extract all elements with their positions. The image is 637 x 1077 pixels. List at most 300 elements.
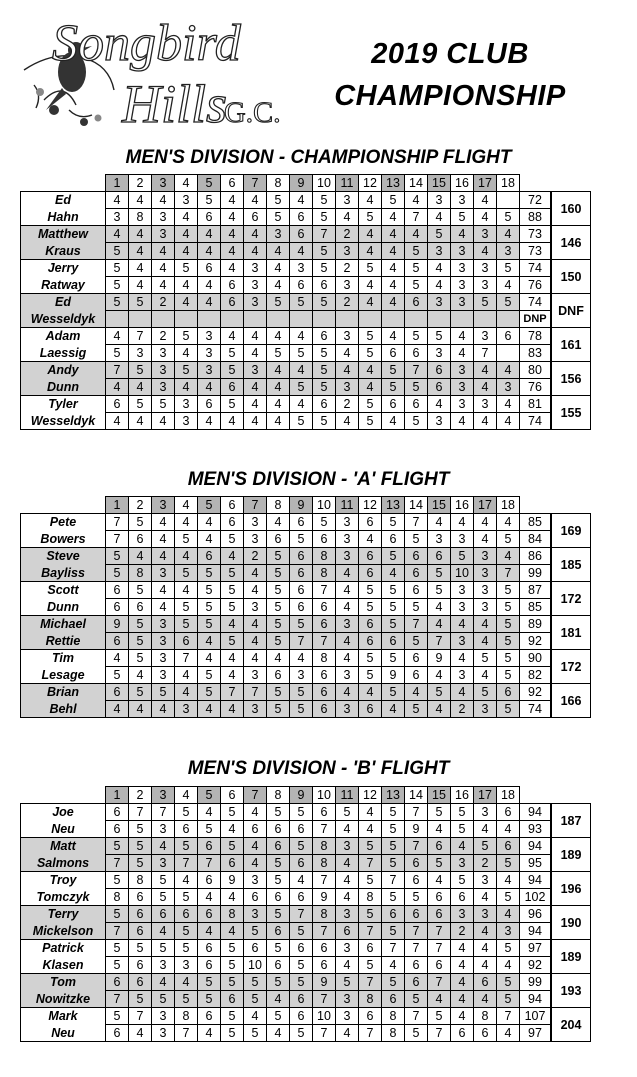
hole-score: 5	[359, 599, 382, 616]
player-first-name: Tyler	[21, 396, 106, 413]
hole-score: 5	[221, 531, 244, 548]
hole-score: 6	[290, 582, 313, 599]
page-title-line2: CHAMPIONSHIP	[334, 80, 566, 112]
hole-score: 5	[129, 650, 152, 667]
hole-score: 2	[152, 294, 175, 311]
hole-score: 4	[382, 701, 405, 718]
hole-score: 5	[497, 974, 520, 991]
hole-score: 6	[290, 277, 313, 294]
hole-score: 6	[474, 1025, 497, 1042]
hole-score: 4	[244, 345, 267, 362]
hole-score: 4	[152, 192, 175, 209]
hole-score: 8	[129, 209, 152, 226]
hole-score: 5	[451, 804, 474, 821]
hole-score: 4	[359, 362, 382, 379]
hole-score: 5	[198, 667, 221, 684]
final-total: 172	[551, 650, 591, 684]
hole-score: 7	[405, 1008, 428, 1025]
hole-score: 5	[290, 974, 313, 991]
hole-score: 5	[267, 684, 290, 701]
hole-score: 4	[382, 226, 405, 243]
hole-score: 5	[474, 650, 497, 667]
player-first-name: Tim	[21, 650, 106, 667]
hole-number: 17	[474, 175, 497, 192]
hole-score: 4	[497, 957, 520, 974]
hole-score: 3	[451, 906, 474, 923]
hole-score: 7	[382, 872, 405, 889]
hole-header-row	[21, 175, 591, 192]
hole-score: 5	[290, 804, 313, 821]
hole-score: 9	[313, 974, 336, 991]
hole-score: 3	[336, 243, 359, 260]
hole-score: 8	[313, 650, 336, 667]
hole-score: 2	[336, 396, 359, 413]
hole-score: 5	[221, 565, 244, 582]
hole-score: 4	[152, 243, 175, 260]
hole-score: 5	[313, 514, 336, 531]
hole-score: 5	[267, 701, 290, 718]
hole-score: 5	[129, 582, 152, 599]
hole-score: 4	[359, 243, 382, 260]
round-total: 90	[520, 650, 552, 667]
hole-number: 5	[198, 175, 221, 192]
round-total: 74	[520, 701, 552, 718]
hole-number: 12	[359, 787, 382, 804]
hole-score: 7	[221, 684, 244, 701]
player-last-name: Hahn	[21, 209, 106, 226]
player-first-name: Terry	[21, 906, 106, 923]
hole-score: 7	[359, 923, 382, 940]
hole-score: 5	[497, 616, 520, 633]
hole-score: 5	[451, 209, 474, 226]
hole-score: 4	[221, 226, 244, 243]
hole-score: 4	[451, 940, 474, 957]
hole-score: 4	[428, 821, 451, 838]
hole-score: 6	[313, 599, 336, 616]
hole-score: 6	[106, 684, 129, 701]
hole-score: 5	[336, 974, 359, 991]
hole-score: 6	[129, 957, 152, 974]
hole-score: 5	[152, 872, 175, 889]
hole-score: 4	[152, 582, 175, 599]
hole-score: 5	[497, 582, 520, 599]
player-first-name: Tom	[21, 974, 106, 991]
hole-score: 3	[474, 906, 497, 923]
hole-score: 5	[290, 701, 313, 718]
hole-score: 5	[198, 974, 221, 991]
hole-score: 5	[313, 345, 336, 362]
hole-score: 3	[336, 1008, 359, 1025]
hole-score: 9	[405, 821, 428, 838]
hole-score: 4	[382, 565, 405, 582]
hole-score: 3	[336, 906, 359, 923]
hole-score: 5	[175, 531, 198, 548]
hole-score: 7	[290, 906, 313, 923]
hole-score: 3	[244, 599, 267, 616]
hole-score: 5	[221, 804, 244, 821]
hole-score: 4	[451, 616, 474, 633]
hole-score: 4	[474, 633, 497, 650]
hole-score: 3	[336, 328, 359, 345]
round-total: 94	[520, 923, 552, 940]
hole-score: 5	[359, 413, 382, 430]
hole-score: 6	[428, 957, 451, 974]
hole-score: 5	[106, 940, 129, 957]
hole-score: 4	[336, 209, 359, 226]
final-total: 155	[551, 396, 591, 430]
hole-score: 5	[497, 531, 520, 548]
hole-score: 5	[497, 260, 520, 277]
hole-score: 5	[497, 294, 520, 311]
hole-score: 3	[244, 701, 267, 718]
hole-score: 6	[221, 379, 244, 396]
hole-score: 6	[106, 396, 129, 413]
hole-score: 4	[451, 328, 474, 345]
hole-score: 4	[244, 379, 267, 396]
hole-score: 6	[129, 923, 152, 940]
hole-number: 4	[175, 787, 198, 804]
hole-score: 7	[175, 1025, 198, 1042]
songbird-logo-graphic	[14, 10, 294, 135]
hole-score: 4	[221, 923, 244, 940]
hole-score: 4	[152, 838, 175, 855]
hole-score: 4	[267, 379, 290, 396]
logo-line1: Songbird	[52, 15, 241, 72]
hole-number: 6	[221, 497, 244, 514]
hole-number: 11	[336, 497, 359, 514]
final-total: 169	[551, 514, 591, 548]
hole-score: 3	[451, 294, 474, 311]
final-total: 156	[551, 362, 591, 396]
hole-score: 6	[382, 633, 405, 650]
hole-number: 1	[106, 175, 129, 192]
hole-score: 6	[405, 396, 428, 413]
hole-score: 5	[198, 565, 221, 582]
player-row-round2	[21, 991, 591, 1008]
hole-score: 4	[129, 701, 152, 718]
hole-score: 7	[405, 209, 428, 226]
hole-score: 4	[428, 277, 451, 294]
hole-score: 6	[290, 940, 313, 957]
hole-score	[497, 345, 520, 362]
hole-score: 6	[451, 889, 474, 906]
hole-score: 3	[152, 345, 175, 362]
hole-score: 4	[106, 328, 129, 345]
hole-score: 6	[221, 855, 244, 872]
hole-score: 2	[451, 701, 474, 718]
hole-score: 5	[129, 362, 152, 379]
hole-score: 3	[244, 294, 267, 311]
player-first-name: Troy	[21, 872, 106, 889]
hole-score: 5	[244, 1025, 267, 1042]
hole-score	[106, 311, 129, 328]
hole-score: 6	[129, 974, 152, 991]
hole-score: 6	[129, 531, 152, 548]
hole-score: 5	[129, 821, 152, 838]
hole-score: 5	[497, 855, 520, 872]
hole-score: 5	[497, 889, 520, 906]
hole-score: 5	[267, 940, 290, 957]
hole-score: 4	[382, 277, 405, 294]
hole-score: 7	[313, 872, 336, 889]
hole-score: 5	[106, 957, 129, 974]
hole-score: 3	[497, 923, 520, 940]
player-row-round1	[21, 548, 591, 565]
hole-score: 5	[382, 379, 405, 396]
hole-score: 4	[382, 413, 405, 430]
hole-score: 5	[175, 991, 198, 1008]
final-total: 161	[551, 328, 591, 362]
hole-score: 5	[198, 616, 221, 633]
hole-score: 2	[336, 260, 359, 277]
section-title-championship: MEN'S DIVISION - CHAMPIONSHIP FLIGHT	[125, 147, 512, 168]
round-total: 92	[520, 633, 552, 650]
hole-score: 6	[405, 548, 428, 565]
player-row-round2	[21, 957, 591, 974]
hole-number: 11	[336, 787, 359, 804]
round-total: 73	[520, 226, 552, 243]
hole-score: 5	[106, 548, 129, 565]
hole-score: 6	[313, 804, 336, 821]
hole-score: 6	[497, 838, 520, 855]
hole-score: 4	[428, 701, 451, 718]
hole-score: 4	[405, 684, 428, 701]
hole-score: 5	[313, 192, 336, 209]
hole-score: 7	[405, 616, 428, 633]
hole-score: 4	[198, 804, 221, 821]
hole-score: 4	[359, 821, 382, 838]
hole-number: 10	[313, 787, 336, 804]
player-row-round2	[21, 1025, 591, 1042]
hole-number: 9	[290, 175, 313, 192]
hole-score: 6	[359, 616, 382, 633]
player-first-name: Patrick	[21, 940, 106, 957]
hole-score: 3	[336, 701, 359, 718]
hole-number: 10	[313, 175, 336, 192]
hole-score: 5	[405, 379, 428, 396]
hole-score: 7	[129, 804, 152, 821]
hole-score: 5	[290, 413, 313, 430]
final-total: 189	[551, 940, 591, 974]
hole-score: 4	[451, 838, 474, 855]
hole-score: 9	[106, 616, 129, 633]
hole-score: 3	[336, 940, 359, 957]
hole-score: 4	[152, 974, 175, 991]
hole-number: 8	[267, 787, 290, 804]
hole-score: 10	[451, 565, 474, 582]
hole-score: 4	[428, 599, 451, 616]
hole-score: 5	[428, 684, 451, 701]
hole-number: 1	[106, 787, 129, 804]
hole-score: 5	[336, 804, 359, 821]
round-total: 88	[520, 209, 552, 226]
hole-score: 4	[428, 667, 451, 684]
player-first-name: Matt	[21, 838, 106, 855]
hole-score: 4	[129, 277, 152, 294]
hole-score: 5	[175, 565, 198, 582]
hole-score: 8	[129, 872, 152, 889]
hole-score: 6	[497, 684, 520, 701]
round-total: 92	[520, 957, 552, 974]
round-total: 94	[520, 804, 552, 821]
hole-score: 5	[175, 804, 198, 821]
player-last-name: Klasen	[21, 957, 106, 974]
hole-score: 7	[428, 974, 451, 991]
hole-score: 6	[313, 531, 336, 548]
hole-score: 4	[474, 821, 497, 838]
hole-score: 4	[198, 889, 221, 906]
hole-score: 7	[313, 821, 336, 838]
hole-score: 5	[198, 684, 221, 701]
hole-score: 5	[129, 838, 152, 855]
hole-score: 4	[152, 599, 175, 616]
hole-score: 8	[359, 991, 382, 1008]
hole-score: 4	[198, 1025, 221, 1042]
hole-score: 4	[198, 243, 221, 260]
player-row-round1	[21, 260, 591, 277]
hole-score: 4	[198, 413, 221, 430]
hole-score: 7	[428, 633, 451, 650]
hole-score: 6	[405, 294, 428, 311]
scoreboard-championship	[20, 174, 591, 430]
hole-score: 5	[152, 396, 175, 413]
hole-score: 5	[382, 192, 405, 209]
hole-score: 6	[267, 838, 290, 855]
hole-score: 8	[382, 1008, 405, 1025]
hole-score: 3	[474, 277, 497, 294]
hole-score: 5	[382, 923, 405, 940]
hole-score: 5	[290, 531, 313, 548]
hole-score: 6	[428, 838, 451, 855]
hole-score: 6	[106, 1025, 129, 1042]
hole-score: 7	[313, 991, 336, 1008]
hole-score: 4	[175, 226, 198, 243]
hole-score: 3	[175, 701, 198, 718]
hole-score: 4	[106, 650, 129, 667]
hole-score: 4	[152, 923, 175, 940]
hole-number: 16	[451, 175, 474, 192]
hole-score: 4	[175, 514, 198, 531]
hole-score: 4	[336, 1025, 359, 1042]
hole-score: 4	[451, 684, 474, 701]
hole-score: 4	[152, 701, 175, 718]
hole-score: 4	[428, 991, 451, 1008]
round-total: 74	[520, 294, 552, 311]
hole-score: 7	[106, 991, 129, 1008]
hole-number: 10	[313, 497, 336, 514]
hole-score: 4	[106, 192, 129, 209]
hole-score: 4	[474, 889, 497, 906]
hole-score: 4	[267, 362, 290, 379]
hole-score: 6	[221, 277, 244, 294]
hole-number: 1	[106, 497, 129, 514]
hole-score: 3	[129, 345, 152, 362]
hole-score: 6	[405, 957, 428, 974]
hole-number: 16	[451, 497, 474, 514]
hole-score: 5	[497, 599, 520, 616]
hole-score: 4	[497, 906, 520, 923]
hole-number: 15	[428, 175, 451, 192]
player-row-round2	[21, 243, 591, 260]
hole-score: 4	[175, 209, 198, 226]
hole-score: 6	[359, 940, 382, 957]
hole-score: 5	[152, 991, 175, 1008]
hole-score: 4	[267, 260, 290, 277]
hole-score: 5	[405, 277, 428, 294]
hole-score: 6	[359, 701, 382, 718]
hole-score: 3	[474, 565, 497, 582]
hole-score	[129, 311, 152, 328]
hole-score: 6	[313, 957, 336, 974]
hole-score: 5	[290, 957, 313, 974]
hole-score: 6	[267, 667, 290, 684]
hole-score: 6	[336, 923, 359, 940]
hole-score: 5	[451, 548, 474, 565]
hole-score: 5	[451, 872, 474, 889]
hole-score: 3	[451, 362, 474, 379]
player-last-name: Neu	[21, 1025, 106, 1042]
hole-number: 12	[359, 175, 382, 192]
hole-number: 12	[359, 497, 382, 514]
hole-score: 5	[428, 565, 451, 582]
hole-score: 4	[244, 243, 267, 260]
hole-score: 5	[405, 889, 428, 906]
hole-score: 5	[198, 192, 221, 209]
hole-score: 4	[336, 872, 359, 889]
hole-score: 6	[313, 396, 336, 413]
hole-score: 6	[198, 838, 221, 855]
hole-score: 4	[474, 923, 497, 940]
hole-number: 4	[175, 175, 198, 192]
hole-score: 5	[267, 565, 290, 582]
hole-score: 7	[313, 226, 336, 243]
hole-score: 3	[152, 226, 175, 243]
hole-score: 6	[405, 582, 428, 599]
hole-score: 5	[359, 667, 382, 684]
hole-score: 5	[244, 974, 267, 991]
hole-score: 4	[267, 514, 290, 531]
hole-score: 4	[267, 413, 290, 430]
hole-score: 7	[290, 633, 313, 650]
hole-score: 6	[198, 940, 221, 957]
hole-score: 8	[221, 906, 244, 923]
hole-score: 3	[428, 413, 451, 430]
hole-score: 5	[221, 940, 244, 957]
hole-score: 4	[106, 379, 129, 396]
hole-score: 6	[290, 209, 313, 226]
hole-score: 4	[451, 1008, 474, 1025]
hole-score: 4	[382, 243, 405, 260]
hole-score: 4	[428, 616, 451, 633]
hole-score: 5	[129, 855, 152, 872]
hole-score: 5	[382, 821, 405, 838]
hole-score: 6	[244, 821, 267, 838]
hole-number: 18	[497, 787, 520, 804]
player-first-name: Andy	[21, 362, 106, 379]
hole-score: 6	[106, 582, 129, 599]
hole-number: 13	[382, 497, 405, 514]
round-total: 74	[520, 413, 552, 430]
score-table	[20, 786, 591, 1042]
hole-score: 6	[474, 974, 497, 991]
hole-number: 14	[405, 497, 428, 514]
hole-score: 4	[129, 243, 152, 260]
hole-score: 6	[290, 821, 313, 838]
hole-number: 7	[244, 787, 267, 804]
hole-score: 6	[405, 667, 428, 684]
hole-number: 14	[405, 175, 428, 192]
round-total: 85	[520, 514, 552, 531]
